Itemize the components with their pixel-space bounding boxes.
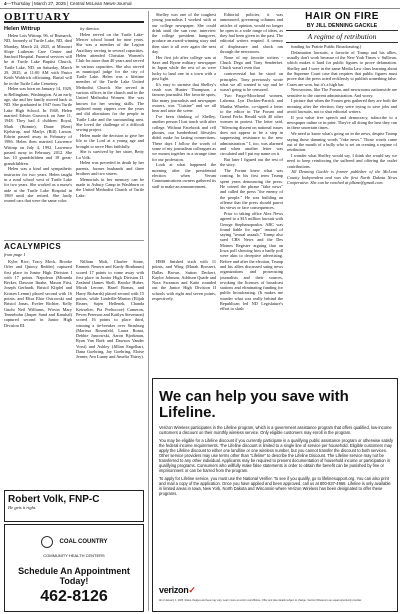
column-byline: BY JILL DENNING GACKLE bbox=[306, 23, 378, 29]
ad-body bbox=[159, 425, 393, 499]
column-subtitle: A regime of retribution bbox=[286, 30, 398, 43]
checkmark-icon: ✓ bbox=[188, 585, 196, 595]
hair-on-fire-body bbox=[287, 44, 397, 375]
obituary-column-1 bbox=[4, 33, 72, 239]
obituary-paragraph: Memorials in her memory can be made to Asbury Camp in Washburn or the United Methodist Church of Turtle Lake. bbox=[76, 176, 144, 198]
column-paragraph: I wonder what Shelley would say. I think she would say we need to keep reinforcing the suffered and offering the outlet contributions. bbox=[287, 152, 397, 169]
ad-tagline: He gets it right. bbox=[8, 505, 37, 510]
page-number: 4 bbox=[4, 1, 7, 6]
obituary-paragraph: Helen Lois Wittrup, 96, of Bismarck, ND, formerly of Turtle Lake, ND, died Monday, March 24, 2025, at Missouri Slope Lutheran Care Center and Sanford Hospital. Funeral services will be at Turtle Lake Baptist Church, Turtle Lake, ND, on Saturday, March 29, 2025, at 11:00 AM with Pastor Keith Wohlrich officiating. Burial will be in the Turtle Lake Cemetery. bbox=[4, 33, 72, 86]
obituary-paragraph: Helen made the decision to give her life to the Lord at a young age and brought to serve Him faithfully. bbox=[76, 132, 144, 149]
column-paragraph: Jill Denning Gackle is former publisher of the McLean County Independent and was the first North Dakota News Cooperative. She can be reached at jdlsme@gmail.com. bbox=[287, 169, 397, 185]
obituary-paragraph: She is survived by her sister, Betty Lu Volk. bbox=[76, 149, 144, 160]
obituary-paragraph: Helen served on the Turtle Lake-Mercer school board for nine years. She was a member of the Legion Auxiliary serving in several capacities. Helen attended Christian Women's Club for more than 40 years and served in various capacities. She also served as municipal judge for the city of Turtle Lake. Helen was a lifetime member of the Turtle Lake United Methodist Church. She served in various offices in the church and in the United Methodist Women. She was known for her sewing skills. The replaced many zippers over the years and did alterations for the people in Turtle Lake and the surrounding area. She loved the challenge of a difficult sewing project. bbox=[76, 31, 144, 133]
acalympics-paragraph: HMS finished sixth with 11 points, and Wing (Marah Brossert, Dallas Brown, Sutton Deckert, Kaylor Johnson, Addison Quade and Nora Swanson and Katie rounded out the Junior High Division II schools with eight and seven points, respectively. bbox=[152, 259, 216, 302]
column-title: HAIR ON FIRE bbox=[305, 11, 379, 22]
acalympics-subtitle: from page 1 bbox=[4, 252, 26, 257]
story-column-1 bbox=[152, 12, 216, 256]
story-paragraph: Prior to taking office Alex News agreed to a $15 million lawsuit with George Stephanopoulos. ABC was found liable for rape" instead of saying "sexual assault." Trump also sued CBS News and the Des Moines Register arguing that an Iowa poll showing him a badly poll were akin to deceptive advertising. Before and after the election, Trump and his allies discussed suing news organizations and prosecuting journalists and their sources, revoking the licenses of broadcast stations and eliminating funding for public broadcasting. (It makes me wonder what was really behind the Republican led ND Legislature's effort to slash bbox=[220, 210, 283, 312]
column-paragraph: If you value free speech and democracy, subscribe to a newspaper online or in print. They're all doing the best they can in these uncertain times. bbox=[287, 114, 397, 131]
story-paragraph: controversial but he stood on principles. Tony previously wrote what we all wanted to say and he wasn't going to be censored. bbox=[220, 71, 283, 93]
story-paragraph: Two Fargo-Moorhead women, Lahoma, Lyn Dockter-Parrick and Martha Wheeler, co-signed a letter to the editor in The Forum and Grand Forks Herald with 40 other women in protest. The letter said, "Silencing dissent on national issues does not appear to be a step in suppressing resistance to the new administration." I, too, was alarmed and when another letter was circulated and I put my name on it. bbox=[220, 92, 283, 157]
acalympics-column-3 bbox=[152, 259, 216, 375]
acalympics-title: ACALYMPICS bbox=[4, 242, 62, 251]
ad-paragraph: To apply for Lifeline service, you must use the National Verifier. To see if you qualify, go to lifelinesupport.org. You can also print and mail a copy of the application. Once you have applied and been approved, call us at 800-837-4966. Lifeline is only available in limited areas in Iowa, New York, North Dakota and Wisconsin where Verizon Wireless has been designated to offer these programs. bbox=[159, 476, 391, 496]
obituary-column-2 bbox=[76, 26, 144, 239]
obituary-section-title: OBITUARY bbox=[4, 11, 144, 23]
story-column-2 bbox=[220, 12, 283, 375]
story-paragraph: Her first job after college was at Saxe and Byrne military newspaper in Japan while the rest of us were lucky to land one in a town with a post light. bbox=[152, 54, 216, 82]
column-paragraph: Newsrooms, like The Forum, and newsrooms nationwide are sensitive to the current administration. And worry. bbox=[287, 87, 397, 98]
ad-name: Robert Volk, FNP-C bbox=[8, 494, 100, 505]
story-paragraph: None of my favorite writers - Chuck Dega and Tony Senderbet. Chuck wasn't even that bbox=[220, 54, 283, 71]
obituary-name: Helen Wittrup bbox=[4, 26, 41, 32]
column-paragraph: We need to know what's going on in the news, despite Trump saying those damning words "fake news." Those words came out of the mouth of a bully who is set on creating a regime of retribution. bbox=[287, 131, 397, 153]
ad-call-to-action: Schedule An Appointment Today! bbox=[18, 566, 130, 586]
verizon-lifeline-ad bbox=[152, 378, 398, 612]
acalympics-column-1 bbox=[4, 259, 72, 487]
ad-phone-number: 462-8126 bbox=[40, 588, 108, 605]
paper-name: Central McLean News-Journal bbox=[69, 1, 132, 6]
column-divider bbox=[148, 11, 149, 611]
obituary-paragraph: Helen was born on January 14, 1929, in Bellingham, Washington. At an early age, she and her family moved back to ND. She graduated in 1947 from Turtle Lake High School. In 1948, Helen married Edwin Gravrock on June 11, 1948. They had 4 children: Royal, Mark (Bonnie), Diane (Kent) Kjelstrup, and Marlys (Bill) Larson. Edwin passed away in February of 1986. Helen then married Lawrence Wittrup on July 4, 1992. Lawrence passed away in February, 2012. She has 10 grandchildren and 18 great-grandchildren. bbox=[4, 86, 72, 166]
ad-paragraph: Verizon Wireless participates in the Lifeline program, which is a government assistance program that offers qualified, low-income customers a discount on their monthly wireless service. Only eligible customers may enroll in the program. bbox=[159, 425, 392, 435]
story-paragraph: Look at what happened the morning after the presidential election when Verum Communications owners gathered its staff to make an announcement. bbox=[152, 162, 216, 189]
ad-org-subtitle: COMMUNITY HEALTH CENTERS bbox=[43, 553, 105, 558]
story-paragraph: Shelley was one of the toughest young journalists I worked with at our college newspaper. She could drink until the sun rose, interview the college president hungover, produce an award-winning story and then start it all over again the next day. bbox=[152, 12, 216, 55]
ad-fine-print: All of January 1, 2025. Rates charges and fees may vary. Learn more at verizon.com/lifeline. Offer and plan details subject to change. Verizon Wireless is an equal opportunity provider. bbox=[159, 599, 363, 602]
ad-paragraph: You may be eligible for a Lifeline discount if you currently participate in a qualifying public assistance program or otherwise satisfy the federal income requirements. The Lifeline discount is limited to a single line of service per household. Eligible customers may apply the Lifeline discount to either one landline or one wireless number, but you cannot transfer the discount to both services. Other service providers may use terms other than "Lifeline" to describe the Lifeline Discount. The Lifeline service may not be transferred to any other individual. Applicants may be required to present documentation of household income or participation in qualifying programs. Consumers who willfully make false statements in order to obtain the benefit can be punished by fine or imprisonment or can be barred from the program. bbox=[159, 438, 393, 473]
ad-headline: We can help you save with Lifeline. bbox=[159, 388, 349, 421]
column-paragraph: Defamation lawsuits, a favorite of Trump and his allies, usually don't work because of the New York Times v. Sullivan, which makes it hard for public figures to prove defamation. Shelley and I were in the same Media Law class learning about the Supreme Court case that requires that public figures must prove that the press acted recklessly to publish something false. Cases are won, but it's a high bar. bbox=[287, 49, 397, 87]
story-paragraph: Editorial policies, it was announced, governing columns and articles of opinion, would no longer be open to a wide range of ideas, as they had been given in the past. The editorial writers erupted. A tremor of displeasure and shock ran through the newsroom. bbox=[220, 12, 283, 55]
robert-volk-ad bbox=[4, 490, 144, 522]
story-paragraph: I've been thinking of Shelley, another person I lost touch with after college. Without Facebook and cell phones, our lumberhead lifestyles didn't make for lasting connections. These days I follow the words of some of my journalism colleagues as we mourn together in a strange time for our profession. bbox=[152, 114, 216, 162]
obituary-paragraph: Helen was a kind and sympathetic instructor for two years. Helen taught in a rural school west of Turtle Lake for two years. She worked as a nurse's aide at the Turtle Lake Hospital in 1969 until she retired. She lastly owned cars that were the same color. bbox=[4, 166, 72, 204]
section-divider bbox=[4, 240, 144, 241]
acalympics-column-2 bbox=[76, 259, 144, 487]
obituary-paragraph: Helen was preceded in death by her parents, former husbands and three brothers and two sisters. bbox=[76, 160, 144, 177]
acalympics-paragraph: Kyler Rice, Tracy Mock, Brooke Orler and Quincy Redder) captured first place in Junior High Division I with 17 points. Napoleon (Miranda Becker, Dawson Ibrahe, Mason Fiist, Joseph Gerhardt, Bristol Klipfel and Kristen Lemm) placed second with 16 points, and Elisa Elsie Ostrowski and Bristol Jonas, Evelee Richter, Kelly Gnohi Neil Williams, Wirvin Mary Tennehohn (Jasper Sand and Kanshal) captured second in Junior High Division III. bbox=[4, 259, 72, 328]
verizon-logo: verizon✓ bbox=[159, 585, 196, 595]
story-paragraph: But later I figured out the rest of the story. bbox=[220, 157, 283, 168]
page-header: 4—Thursday | March 27, 2025 | Central McLean News-Journal bbox=[0, 0, 400, 9]
ad-org-name: COAL COUNTRY bbox=[59, 539, 108, 546]
column-paragraph: funding for Prairie Public Broadcasting.) bbox=[291, 44, 362, 49]
coal-country-ad bbox=[4, 524, 144, 612]
story-paragraph: The Forum knew what was coming. In his first term Trump spent years denouncing the press. He coined the phrase "fake news" and called the press "the enemy of the people." He was building an offense that the press should parrot his views or face consequences. bbox=[220, 168, 283, 211]
page-date: Thursday | March 27, 2025 bbox=[11, 1, 66, 6]
story-paragraph: It's easy to surmise that Shelley's crush was Hunter Thompson, a famous journalist. Her favorite spots, like many journalists and newspaper owners, was "Cuisine" and we all hear and taste the scene. bbox=[152, 81, 216, 114]
clinic-logo-icon bbox=[41, 536, 53, 548]
obituary-paragraph: ity director. bbox=[80, 26, 100, 31]
acalympics-paragraph: Nilliam Molt, Charlee Stone, Emmett Neuern and Kardy Birnbaum) scored 17 points to come away with first place in Junior High Division II. Zealand (James Shell, Brooke Huber, Micah Lerone, Hazel Romas, and Harry Richards) placed second with 15 points, while Lindville-Marion (Elijah Risner, Sajen Hellenek, Chanda Keirselter, Pia Preliocore) Cameron, Peven Peterson and Kaitlyn Stevenson) scored 16 points to place third, winning a tie-breaker over Strasburg (Marissa Rosenfeld, Laura Ronat, Debbie Jancowski, Aaron Bjorkman, Ryan Van Bork and Dawson Vander Vorst) and Ashley (Jillian Engelhart, Dana Goehring, Jay Goehring, Eloise Jenner, Ava Lunny and Amelia Thiery). bbox=[76, 259, 144, 360]
column-paragraph: I picture that when the Forum gets gathered they are both the morning after the election, they were trying to save jobs and avoid lawsuits, not to shut editorial writers. bbox=[287, 98, 397, 115]
